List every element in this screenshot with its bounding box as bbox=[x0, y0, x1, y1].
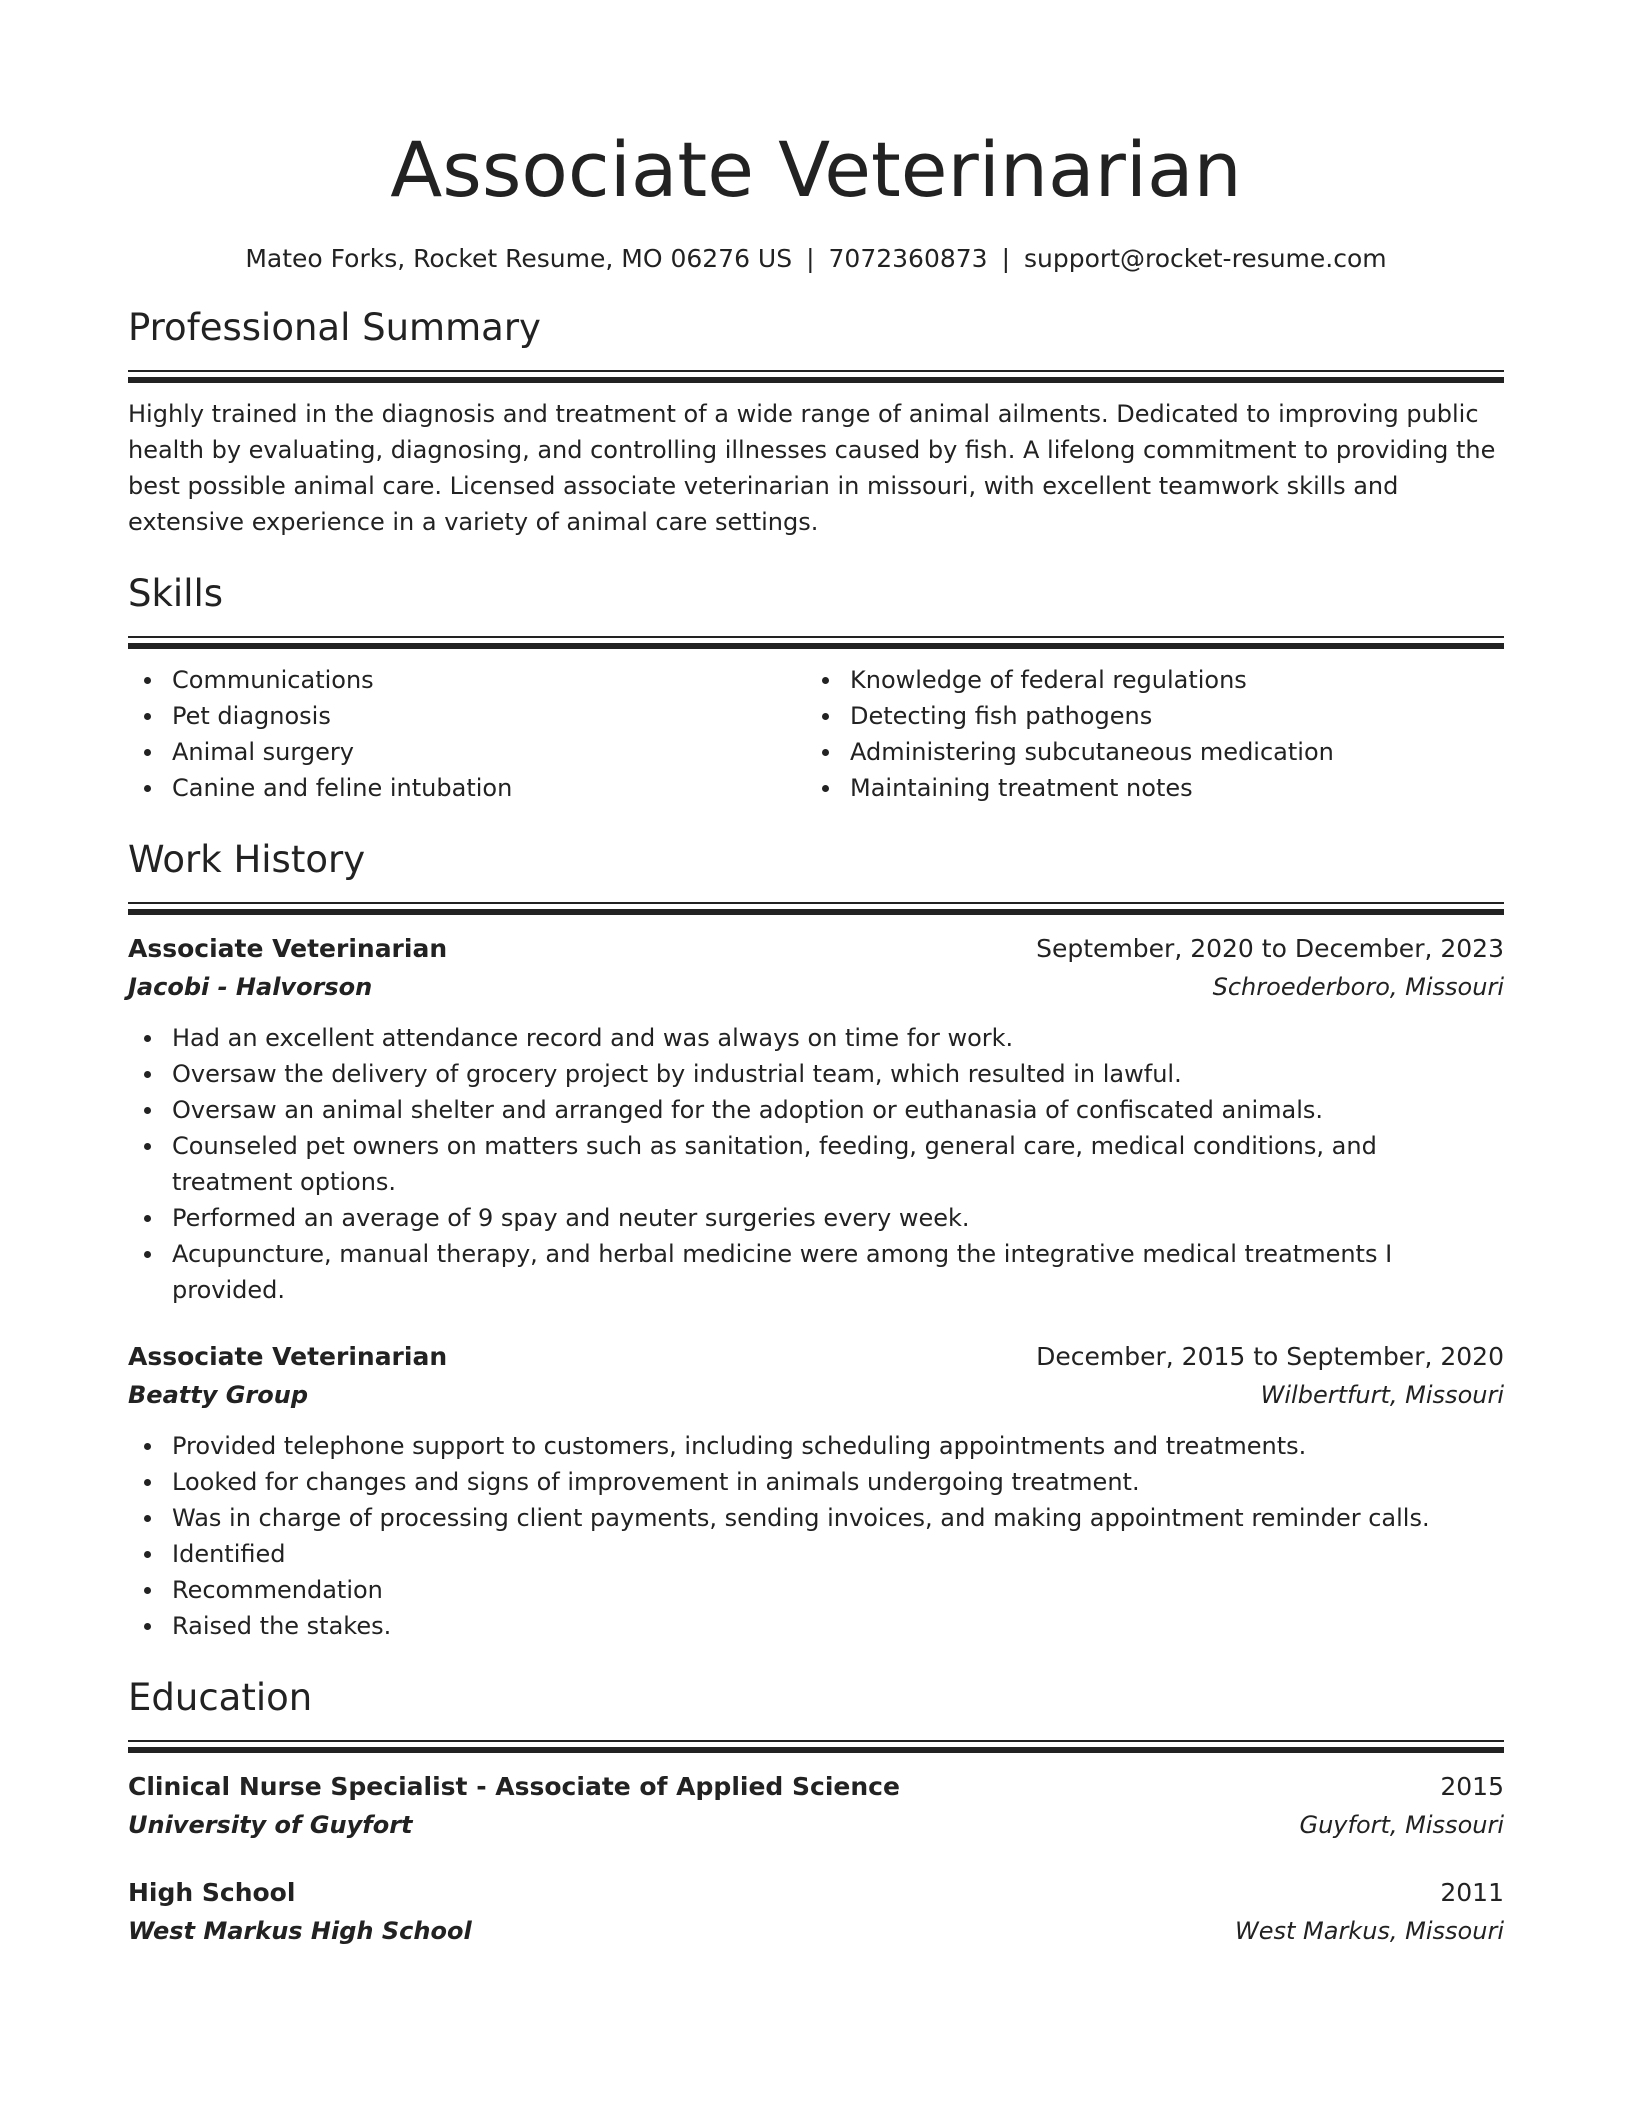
education-year: 2011 bbox=[1440, 1878, 1504, 1907]
education-degree: High School bbox=[128, 1878, 296, 1907]
job-entry bbox=[128, 1338, 1504, 1644]
job-bullet: Oversaw an animal shelter and arranged for the adoption or euthanasia of confiscated animals. bbox=[128, 1092, 1504, 1128]
contact-phone: 7072360873 bbox=[828, 244, 988, 273]
education-school-row bbox=[128, 1806, 1504, 1844]
job-bullet: Was in charge of processing client payments, sending invoices, and making appointment reminder calls. bbox=[128, 1500, 1504, 1536]
skill-item: Canine and feline intubation bbox=[128, 770, 806, 806]
skill-item: Pet diagnosis bbox=[128, 698, 806, 734]
job-bullet: Performed an average of 9 spay and neuter surgeries every week. bbox=[128, 1200, 1504, 1236]
contact-separator: | bbox=[806, 244, 815, 273]
summary-section bbox=[128, 304, 1504, 540]
skill-item: Communications bbox=[128, 662, 806, 698]
job-employer: Beatty Group bbox=[128, 1381, 308, 1409]
skills-columns bbox=[128, 662, 1504, 806]
job-title: Associate Veterinarian bbox=[128, 1342, 448, 1371]
job-employer-row bbox=[128, 1376, 1504, 1414]
job-bullet: Acupuncture, manual therapy, and herbal medicine were among the integrative medical treatments I provided. bbox=[128, 1236, 1504, 1308]
skills-section bbox=[128, 570, 1504, 806]
job-dates: September, 2020 to December, 2023 bbox=[1036, 934, 1504, 963]
education-entry bbox=[128, 1874, 1504, 1950]
job-bullets bbox=[128, 1428, 1504, 1644]
job-bullet: Had an excellent attendance record and was always on time for work. bbox=[128, 1020, 1504, 1056]
skills-left-list bbox=[128, 662, 806, 806]
skill-item: Detecting fish pathogens bbox=[806, 698, 1484, 734]
education-school-row bbox=[128, 1912, 1504, 1950]
education-title: Education bbox=[128, 1676, 313, 1719]
summary-text: Highly trained in the diagnosis and treatment of a wide range of animal ailments. Dedicated to improving public health by evaluating, diagnosing, and controlling illnesses caused by fish. A lifelong commitment to providing the best possible animal care. Licensed associate veterinarian in missouri, with excellent teamwork skills and extensive experience in a variety of animal care settings. bbox=[128, 400, 1496, 536]
job-header-row bbox=[128, 1338, 1504, 1376]
job-bullet: Looked for changes and signs of improvement in animals undergoing treatment. bbox=[128, 1464, 1504, 1500]
education-school: University of Guyfort bbox=[128, 1811, 413, 1839]
contact-email: support@rocket-resume.com bbox=[1024, 244, 1387, 273]
education-header-row bbox=[128, 1874, 1504, 1912]
job-bullet: Provided telephone support to customers, including scheduling appointments and treatments. bbox=[128, 1428, 1504, 1464]
contact-line bbox=[128, 242, 1504, 276]
education-section bbox=[128, 1674, 1504, 1950]
work-title: Work History bbox=[128, 838, 366, 881]
education-year: 2015 bbox=[1440, 1772, 1504, 1801]
work-section bbox=[128, 836, 1504, 1644]
skill-item: Maintaining treatment notes bbox=[806, 770, 1484, 806]
section-divider bbox=[128, 370, 1504, 382]
job-employer: Jacobi - Halvorson bbox=[128, 973, 373, 1001]
job-title: Associate Veterinarian bbox=[128, 934, 448, 963]
education-school: West Markus High School bbox=[128, 1917, 472, 1945]
job-dates: December, 2015 to September, 2020 bbox=[1036, 1342, 1504, 1371]
job-entry bbox=[128, 930, 1504, 1308]
job-bullet: Recommendation bbox=[128, 1572, 1504, 1608]
skill-item: Animal surgery bbox=[128, 734, 806, 770]
education-degree: Clinical Nurse Specialist - Associate of Applied Science bbox=[128, 1772, 900, 1801]
section-divider bbox=[128, 1740, 1504, 1752]
skill-item: Knowledge of federal regulations bbox=[806, 662, 1484, 698]
contact-separator: | bbox=[1001, 244, 1011, 273]
job-employer-row bbox=[128, 968, 1504, 1006]
education-location: Guyfort, Missouri bbox=[1299, 1811, 1504, 1839]
job-bullets bbox=[128, 1020, 1504, 1308]
job-bullet: Raised the stakes. bbox=[128, 1608, 1504, 1644]
resume-content bbox=[128, 122, 1504, 1950]
job-bullet: Oversaw the delivery of grocery project by industrial team, which resulted in lawful. bbox=[128, 1056, 1504, 1092]
section-divider bbox=[128, 636, 1504, 648]
skills-right-list bbox=[806, 662, 1484, 806]
contact-address: Mateo Forks, Rocket Resume, MO 06276 US bbox=[245, 244, 793, 273]
education-entry bbox=[128, 1768, 1504, 1844]
skill-item: Administering subcutaneous medication bbox=[806, 734, 1484, 770]
resume-name: Associate Veterinarian bbox=[390, 125, 1242, 214]
section-divider bbox=[128, 902, 1504, 914]
education-location: West Markus, Missouri bbox=[1234, 1917, 1504, 1945]
education-header-row bbox=[128, 1768, 1504, 1806]
job-location: Schroederboro, Missouri bbox=[1212, 973, 1504, 1001]
job-location: Wilbertfurt, Missouri bbox=[1260, 1381, 1504, 1409]
job-bullet: Counseled pet owners on matters such as sanitation, feeding, general care, medical conditions, and treatment options. bbox=[128, 1128, 1504, 1200]
skills-title: Skills bbox=[128, 572, 224, 615]
summary-title: Professional Summary bbox=[128, 306, 541, 349]
job-bullet: Identified bbox=[128, 1536, 1504, 1572]
job-header-row bbox=[128, 930, 1504, 968]
